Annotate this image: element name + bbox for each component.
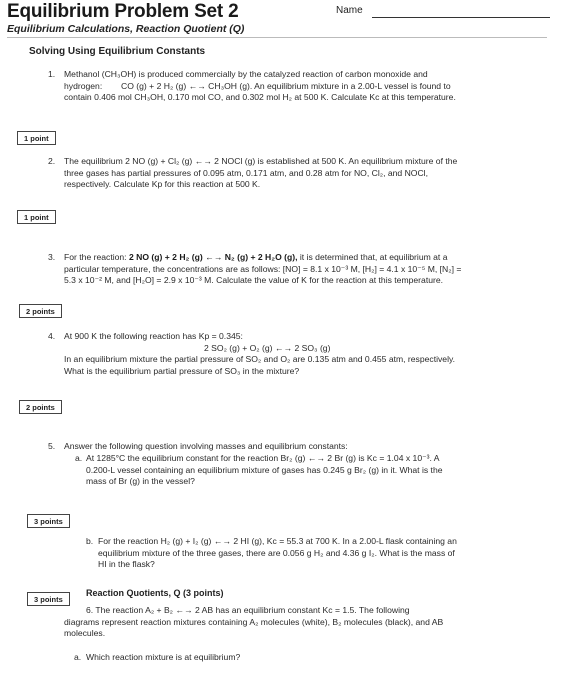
q2-line-2: three gases has partial pressures of 0.095 atm, 0.171 atm, and 0.28 atm for NO, Cl₂, and NOCl, (64, 167, 428, 178)
q3-text (64, 252, 534, 287)
q1-points-box: 1 point (17, 131, 56, 145)
q5a-line-1: At 1285°C the equilibrium constant for the reaction Br₂ (g) ←→ 2 Br (g) is Kc = 1.04 x 10⁻³. A (86, 453, 440, 463)
q5a-line-3: mass of Br (g) in the vessel? (86, 476, 195, 487)
q4-points-box: 2 points (19, 400, 62, 414)
page-title: Equilibrium Problem Set 2 (7, 1, 239, 22)
q6-text (64, 605, 544, 640)
q5b-text (98, 536, 538, 571)
q5a-text (86, 453, 536, 488)
q2-number: 2. (48, 156, 56, 166)
q6a-label: a. (74, 652, 82, 662)
q2-text (64, 156, 534, 191)
q6-line-3: molecules. (64, 628, 106, 639)
q3-line-2: particular temperature, the concentrations are as follows: [NO] = 8.1 x 10⁻³ M, [H₂] = 4.1 x 10⁻⁵ M, [N₂] = (64, 263, 462, 274)
q5a-line-2: 0.200-L vessel containing an equilibrium mixture of gases has 0.245 g Br₂ (g) in it. What is the (86, 464, 443, 475)
section2-title: Reaction Quotients, Q (3 points) (86, 588, 224, 598)
name-label: Name (336, 5, 363, 16)
q1-text (64, 69, 534, 104)
q1-lead: hydrogen: (64, 80, 103, 91)
q3-line-3: 5.3 x 10⁻² M, and [H₂O] = 2.9 x 10⁻³ M. Calculate the value of K for the reaction at this temperature. (64, 275, 444, 286)
q1-number: 1. (48, 69, 56, 79)
q6a-text: Which reaction mixture is at equilibrium? (86, 652, 241, 662)
q5b-label: b. (86, 536, 94, 546)
q2-line-1: The equilibrium 2 NO (g) + Cl₂ (g) ←→ 2 NOCl (g) is established at 500 K. An equilibrium mixture of the (64, 156, 458, 166)
name-field-line (372, 17, 550, 18)
q4-equation: 2 SO₂ (g) + O₂ (g) ←→ 2 SO₃ (g) (204, 342, 331, 353)
q3-lead: For the reaction: (64, 252, 127, 262)
q1-line-3: contain 0.406 mol CH₃OH, 0.170 mol CO, and 0.302 mol H₂ at 500 K. Calculate Kc at this temperature. (64, 92, 456, 103)
q3-line-1 (64, 252, 534, 264)
q2-points-box: 1 point (17, 210, 56, 224)
q4-line-4: What is the equilibrium partial pressure of SO₃ in the mixture? (64, 365, 300, 376)
q1-equation: CO (g) + 2 H₂ (g) ←→ CH₃OH (g). (121, 80, 253, 91)
q4-line-3: In an equilibrium mixture the partial pressure of SO₂ and O₂ are 0.135 atm and 0.455 atm, respectively. (64, 354, 456, 365)
q6-line-1: 6. The reaction A₂ + B₂ ←→ 2 AB has an equilibrium constant Kc = 1.5. The following (86, 605, 410, 615)
q5-number: 5. (48, 441, 56, 451)
q4-line-1: At 900 K the following reaction has Kp = 0.345: (64, 331, 243, 341)
q5b-points-box: 3 points (27, 592, 70, 606)
q2-line-3: respectively. Calculate Kp for this reaction at 500 K. (64, 179, 261, 190)
section-title: Solving Using Equilibrium Constants (29, 46, 206, 57)
q5-intro: Answer the following question involving masses and equilibrium constants: (64, 441, 348, 451)
q1-line-2 (64, 81, 534, 93)
q5a-label: a. (75, 453, 83, 463)
q5b-line-3: HI in the flask? (98, 559, 155, 570)
q3-number: 3. (48, 252, 56, 262)
q4-number: 4. (48, 331, 56, 341)
q3-line-1-tail: it is determined that, at equilibrium at a (299, 252, 448, 262)
q6-line-2: diagrams represent reaction mixtures containing A₂ molecules (white), B₂ molecules (black), and AB (64, 616, 444, 627)
q1-line-2-tail: An equilibrium mixture in a 2.00-L vessel is found to (254, 80, 451, 91)
header-divider (7, 37, 547, 38)
q5b-line-2: equilibrium mixture of the three gases, there are 0.056 g H₂ and 4.36 g I₂. What is the mass of (98, 547, 455, 558)
q3-points-box: 2 points (19, 304, 62, 318)
q5b-line-1: For the reaction H₂ (g) + I₂ (g) ←→ 2 HI (g), Kc = 55.3 at 700 K. In a 2.00-L flask containing an (98, 536, 457, 546)
q5a-points-box: 3 points (27, 514, 70, 528)
q4-text (64, 331, 534, 377)
page-subtitle: Equilibrium Calculations, Reaction Quotient (Q) (7, 23, 245, 35)
q1-line-1: Methanol (CH₃OH) is produced commercially by the catalyzed reaction of carbon monoxide and (64, 69, 428, 79)
q3-equation: 2 NO (g) + 2 H₂ (g) ←→ N₂ (g) + 2 H₂O (g), (128, 252, 298, 262)
